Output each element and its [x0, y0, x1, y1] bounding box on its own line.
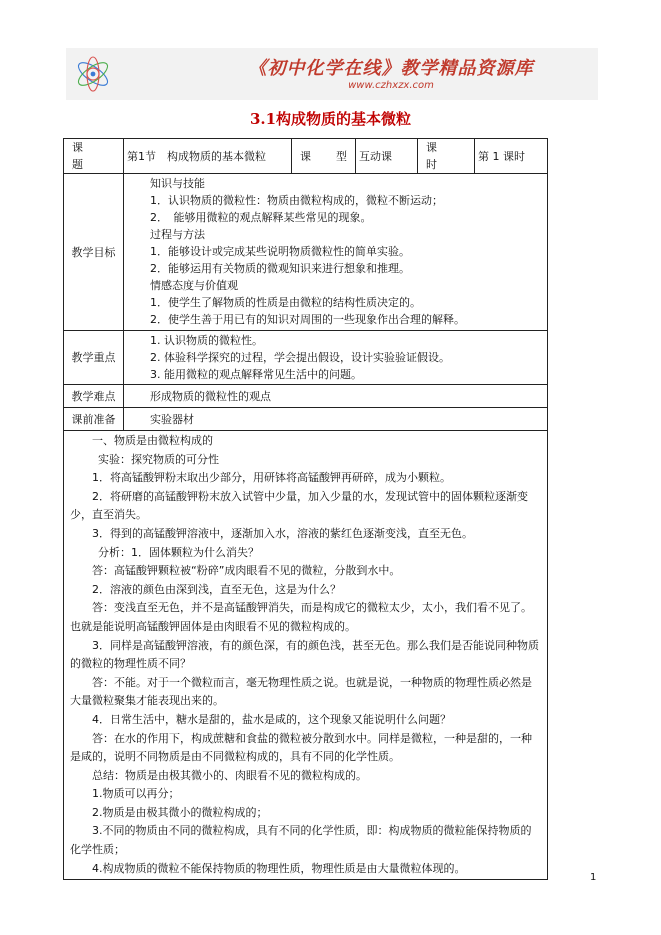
resource-banner	[66, 48, 598, 100]
attitude-item: 2．使学生善于用已有的知识对周围的一些现象作出合理的解释。	[150, 313, 465, 326]
process-item: 2．能够运用有关物质的微观知识来进行想象和推理。	[150, 262, 410, 275]
analysis-answer: 答：高锰酸钾颗粒被“粉碎”成肉眼看不见的微粒，分散到水中。	[92, 564, 401, 578]
process-item: 1．能够设计或完成某些说明物质微粒性的简单实验。	[150, 245, 410, 258]
prep-value: 实验器材	[124, 408, 548, 431]
analysis-answer: 答：在水的作用下，构成蔗糖和食盐的微粒被分散到水中。同样是微粒，一种是甜的，一种是咸的，说明不同物质是由不同微粒构成的，具有不同的化学性质。	[70, 731, 532, 764]
goals-row	[64, 174, 548, 331]
key-point-item: 3. 能用微粒的观点解释常见生活中的问题。	[150, 368, 362, 381]
period-value: 第 1 课时	[475, 139, 548, 174]
summary-item: 1.物质可以再分；	[92, 787, 180, 801]
summary-item: 2.物质是由极其微小的微粒构成的；	[92, 805, 268, 819]
banner-url: www.czhxzx.com	[348, 80, 434, 91]
goals-label: 教学目标	[64, 174, 124, 331]
analysis-answer: 答：不能。对于一个微粒而言，毫无物理性质之说。也就是说，一种物质的物理性质必然是大量微粒聚集才能表现出来的。	[70, 675, 532, 708]
type-value: 互动课	[356, 139, 418, 174]
knowledge-heading: 知识与技能	[150, 177, 205, 190]
difficulty-row	[64, 385, 548, 408]
analysis-answer: 答：变浅直至无色，并不是高锰酸钾消失，而是构成它的微粒太少，太小，我们看不见了。也就是能说明高锰酸钾固体是由肉眼看不见的微粒构成的。	[70, 601, 532, 633]
attitude-heading: 情感态度与价值观	[150, 279, 238, 292]
experiment-title: 实验：探究物质的可分性	[98, 452, 219, 466]
section-heading: 一、物质是由微粒构成的	[92, 434, 213, 447]
analysis-question: 4．日常生活中，糖水是甜的，盐水是咸的，这个现象又能说明什么问题？	[92, 712, 451, 726]
knowledge-item: 1．认识物质的微粒性：物质由微粒构成的，微粒不断运动；	[150, 194, 443, 207]
header-row	[64, 139, 548, 174]
document-title: 3.1构成物质的基本微粒	[249, 110, 412, 128]
key-point-item: 2. 体验科学探究的过程，学会提出假设，设计实验验证假设。	[150, 351, 450, 364]
process-heading: 过程与方法	[150, 228, 205, 241]
lesson-body	[64, 431, 548, 880]
knowledge-item: 2． 能够用微粒的观点解释某些常见的现象。	[150, 211, 372, 224]
key-points-content	[124, 331, 548, 385]
goals-content	[124, 174, 548, 331]
difficulty-label: 教学难点	[64, 385, 124, 408]
period-label: 课 时	[418, 139, 475, 174]
difficulty-value: 形成物质的微粒性的观点	[124, 385, 548, 408]
experiment-step: 2．将研磨的高锰酸钾粉末放入试管中少量，加入少量的水，发现试管中的固体颗粒逐渐变少，直至消失。	[70, 489, 528, 522]
summary-item: 3.不同的物质由不同的微粒构成，具有不同的化学性质，即：构成物质的微粒能保持物质的化学性质；	[70, 824, 532, 857]
analysis-question: 2．溶液的颜色由深到浅，直至无色，这是为什么？	[92, 582, 341, 596]
prep-row	[64, 408, 548, 431]
experiment-step: 1．将高锰酸钾粉末取出少部分，用研钵将高锰酸钾再研碎，成为小颗粒。	[92, 471, 451, 485]
topic-value: 第1节 构成物质的基本微粒	[124, 139, 292, 174]
molecule-logo-icon	[72, 54, 114, 94]
key-point-item: 1. 认识物质的微粒性。	[150, 334, 263, 347]
prep-label: 课前准备	[64, 408, 124, 431]
attitude-item: 1．使学生了解物质的性质是由微粒的结构性质决定的。	[150, 296, 421, 309]
summary-item: 4.构成物质的微粒不能保持物质的物理性质，物理性质是由大量微粒体现的。	[92, 861, 466, 875]
key-points-row	[64, 331, 548, 385]
experiment-step: 3．得到的高锰酸钾溶液中，逐渐加入水，溶液的紫红色逐渐变浅，直至无色。	[92, 526, 473, 540]
topic-label: 课 题	[64, 139, 124, 174]
lesson-body-row	[64, 431, 548, 880]
type-label: 课 型	[292, 139, 356, 174]
page-number: 1	[590, 872, 597, 883]
analysis-question: 3．同样是高锰酸钾溶液，有的颜色深，有的颜色浅，甚至无色。那么我们是否能说同种物质的微粒的物理性质不同？	[70, 638, 539, 671]
analysis-question: 分析：1．固体颗粒为什么消失？	[98, 545, 259, 559]
summary-intro: 总结：物质是由极其微小的、肉眼看不见的微粒构成的。	[92, 768, 367, 782]
key-points-label: 教学重点	[64, 331, 124, 385]
lesson-plan-table	[63, 138, 548, 880]
banner-title: 《初中化学在线》教学精品资源库	[248, 58, 534, 79]
